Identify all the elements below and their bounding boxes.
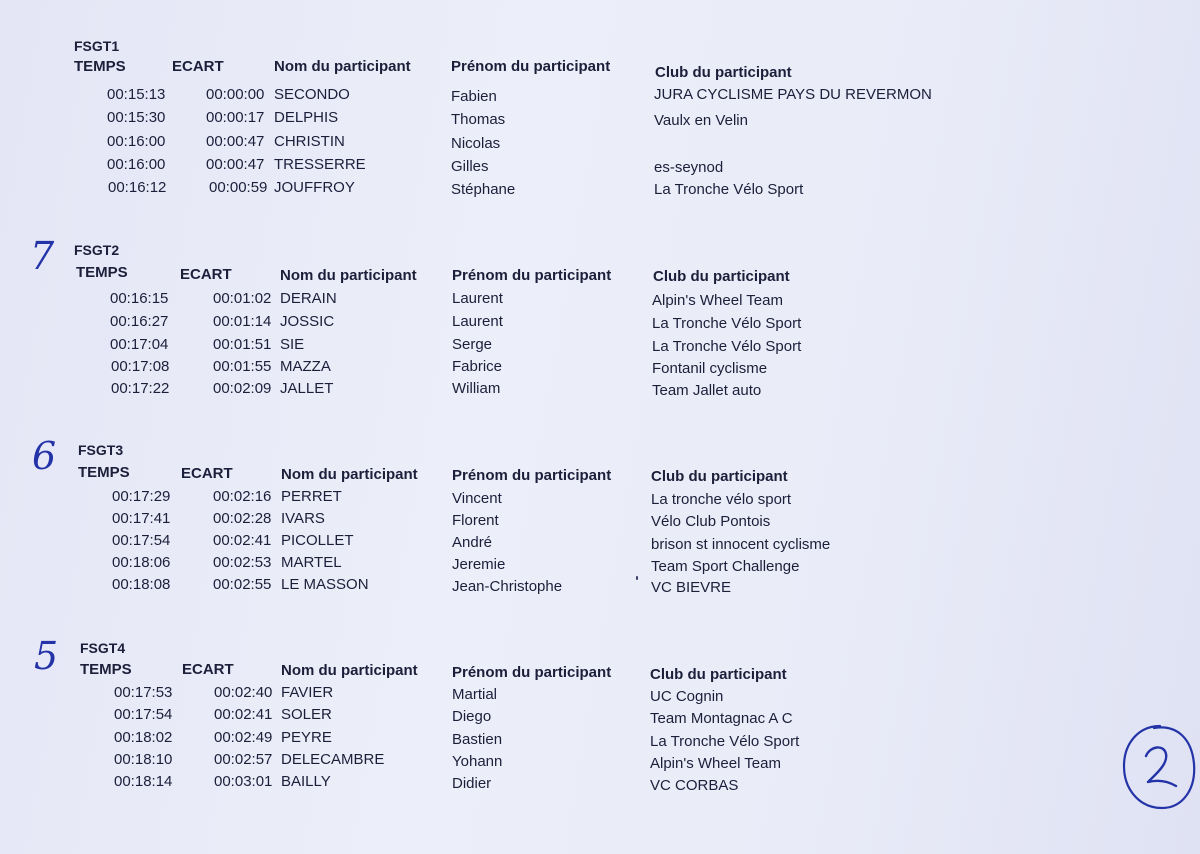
- prenom-cell: Laurent: [452, 313, 503, 330]
- prenom-cell: William: [452, 380, 501, 397]
- ecart-cell: 00:02:57: [214, 751, 273, 768]
- table-row: [0, 156, 1200, 178]
- club-cell: Team Jallet auto: [652, 382, 762, 399]
- header-nom: Nom du participant: [280, 267, 417, 284]
- temps-cell: 00:17:41: [112, 510, 171, 527]
- club-cell: Team Montagnac A C: [650, 710, 793, 727]
- temps-cell: 00:17:54: [112, 532, 171, 549]
- nom-cell: BAILLY: [281, 773, 331, 790]
- prenom-cell: Nicolas: [451, 135, 501, 152]
- club-cell: JURA CYCLISME PAYS DU REVERMON: [654, 86, 932, 103]
- temps-cell: 00:17:54: [114, 706, 173, 723]
- club-cell: UC Cognin: [650, 688, 724, 705]
- table-row: [0, 488, 1200, 510]
- prenom-cell: Vincent: [452, 490, 502, 507]
- nom-cell: DERAIN: [280, 290, 337, 307]
- ecart-cell: 00:02:40: [214, 684, 273, 701]
- temps-cell: 00:17:29: [112, 488, 171, 505]
- section-fsgt2: [0, 234, 1200, 440]
- section-fsgt3: [0, 434, 1200, 640]
- ecart-cell: 00:02:53: [213, 554, 272, 571]
- ecart-cell: 00:00:59: [209, 179, 268, 196]
- nom-cell: IVARS: [281, 510, 325, 527]
- club-cell: Alpin's Wheel Team: [650, 755, 781, 772]
- temps-cell: 00:17:22: [111, 380, 170, 397]
- ecart-cell: 00:02:49: [214, 729, 273, 746]
- prenom-cell: Laurent: [452, 290, 503, 307]
- table-row: [0, 290, 1200, 312]
- header-prenom: Prénom du participant: [451, 58, 611, 75]
- nom-cell: LE MASSON: [281, 576, 369, 593]
- prenom-cell: Florent: [452, 512, 499, 529]
- ecart-cell: 00:01:51: [213, 336, 272, 353]
- category-title: FSGT3: [78, 442, 124, 458]
- table-row: [0, 313, 1200, 335]
- prenom-cell: Yohann: [452, 753, 503, 770]
- prenom-cell: Didier: [452, 775, 492, 792]
- nom-cell: PEYRE: [281, 729, 332, 746]
- temps-cell: 00:16:00: [107, 156, 166, 173]
- club-cell: La Tronche Vélo Sport: [650, 733, 800, 750]
- section-fsgt4: [0, 634, 1200, 838]
- prenom-cell: Fabrice: [452, 358, 503, 375]
- nom-cell: FAVIER: [281, 684, 334, 701]
- table-row: [0, 706, 1200, 728]
- header-club: Club du participant: [653, 268, 790, 285]
- header-temps: TEMPS: [76, 264, 128, 281]
- nom-cell: SECONDO: [274, 86, 350, 103]
- nom-cell: DELPHIS: [274, 109, 339, 126]
- nom-cell: SOLER: [281, 706, 332, 723]
- prenom-cell: Diego: [452, 708, 492, 725]
- header-ecart: ECART: [181, 465, 233, 482]
- prenom-cell: Gilles: [451, 158, 489, 175]
- table-row: [0, 179, 1200, 201]
- category-title: FSGT4: [80, 640, 126, 656]
- handwritten-rank-mark: 5: [34, 634, 59, 678]
- table-row: [0, 532, 1200, 554]
- club-cell: VC BIEVRE: [651, 579, 732, 596]
- circled-page-number-mark: [1120, 720, 1198, 812]
- club-cell: brison st innocent cyclisme: [651, 536, 831, 553]
- club-cell: Team Sport Challenge: [651, 558, 800, 575]
- temps-cell: 00:15:30: [107, 109, 166, 126]
- temps-cell: 00:18:06: [112, 554, 171, 571]
- table-row: [0, 729, 1200, 751]
- header-ecart: ECART: [180, 266, 232, 283]
- temps-cell: 00:15:13: [107, 86, 166, 103]
- nom-cell: DELECAMBRE: [281, 751, 385, 768]
- ecart-cell: 00:02:28: [213, 510, 272, 527]
- ecart-cell: 00:02:55: [213, 576, 272, 593]
- nom-cell: CHRISTIN: [274, 133, 345, 150]
- header-club: Club du participant: [651, 468, 788, 485]
- temps-cell: 00:16:00: [107, 133, 166, 150]
- prenom-cell: Serge: [452, 336, 493, 353]
- prenom-cell: Martial: [452, 686, 498, 703]
- circle-icon: [1120, 720, 1198, 812]
- prenom-cell: Fabien: [451, 88, 497, 105]
- nom-cell: PICOLLET: [281, 532, 354, 549]
- ecart-cell: 00:01:55: [213, 358, 272, 375]
- club-cell: Vaulx en Velin: [654, 112, 748, 129]
- nom-cell: JOUFFROY: [274, 179, 355, 196]
- category-title: FSGT2: [74, 242, 120, 258]
- club-cell: Vélo Club Pontois: [651, 513, 771, 530]
- nom-cell: MAZZA: [280, 358, 331, 375]
- header-temps: TEMPS: [78, 464, 130, 481]
- nom-cell: TRESSERRE: [274, 156, 366, 173]
- header-club: Club du participant: [655, 64, 792, 81]
- nom-cell: MARTEL: [281, 554, 342, 571]
- nom-cell: JALLET: [280, 380, 334, 397]
- ecart-cell: 00:03:01: [214, 773, 273, 790]
- nom-cell: JOSSIC: [280, 313, 335, 330]
- table-row: [0, 773, 1200, 795]
- header-nom: Nom du participant: [281, 466, 418, 483]
- prenom-cell: Jeremie: [452, 556, 506, 573]
- club-cell: Alpin's Wheel Team: [652, 292, 783, 309]
- ecart-cell: 00:02:41: [214, 706, 273, 723]
- header-ecart: ECART: [182, 661, 234, 678]
- table-row: [0, 554, 1200, 576]
- club-cell: VC CORBAS: [650, 777, 739, 794]
- nom-cell: SIE: [280, 336, 305, 353]
- temps-cell: 00:18:02: [114, 729, 173, 746]
- temps-cell: 00:17:53: [114, 684, 173, 701]
- table-row: [0, 109, 1200, 131]
- ecart-cell: 00:01:14: [213, 313, 272, 330]
- table-row: [0, 86, 1200, 108]
- header-temps: TEMPS: [74, 58, 126, 75]
- club-cell: Fontanil cyclisme: [652, 360, 768, 377]
- temps-cell: 00:18:14: [114, 773, 173, 790]
- pen-dot: [636, 576, 638, 580]
- temps-cell: 00:17:04: [110, 336, 169, 353]
- temps-cell: 00:16:12: [108, 179, 167, 196]
- club-cell: La tronche vélo sport: [651, 491, 792, 508]
- header-prenom: Prénom du participant: [452, 467, 612, 484]
- prenom-cell: Bastien: [452, 731, 503, 748]
- table-row: [0, 510, 1200, 532]
- prenom-cell: Stéphane: [451, 181, 516, 198]
- club-cell: es-seynod: [654, 159, 724, 176]
- nom-cell: PERRET: [281, 488, 342, 505]
- handwritten-rank-mark: 7: [30, 234, 55, 278]
- header-nom: Nom du participant: [274, 58, 411, 75]
- table-row: [0, 133, 1200, 155]
- prenom-cell: André: [452, 534, 493, 551]
- ecart-cell: 00:02:09: [213, 380, 272, 397]
- ecart-cell: 00:00:47: [206, 133, 265, 150]
- header-prenom: Prénom du participant: [452, 664, 612, 681]
- table-row: [0, 380, 1200, 402]
- club-cell: La Tronche Vélo Sport: [654, 181, 804, 198]
- header-nom: Nom du participant: [281, 662, 418, 679]
- prenom-cell: Thomas: [451, 111, 506, 128]
- temps-cell: 00:16:15: [110, 290, 169, 307]
- ecart-cell: 00:00:47: [206, 156, 265, 173]
- table-row: [0, 684, 1200, 706]
- ecart-cell: 00:00:00: [206, 86, 265, 103]
- header-club: Club du participant: [650, 666, 787, 683]
- section-fsgt1: [0, 38, 1200, 238]
- header-prenom: Prénom du participant: [452, 267, 612, 284]
- header-temps: TEMPS: [80, 661, 132, 678]
- ecart-cell: 00:01:02: [213, 290, 272, 307]
- ecart-cell: 00:02:16: [213, 488, 272, 505]
- handwritten-rank-mark: 6: [32, 434, 57, 478]
- temps-cell: 00:16:27: [110, 313, 169, 330]
- table-row: [0, 336, 1200, 358]
- prenom-cell: Jean-Christophe: [452, 578, 563, 595]
- header-ecart: ECART: [172, 58, 224, 75]
- table-row: [0, 751, 1200, 773]
- club-cell: La Tronche Vélo Sport: [652, 338, 802, 355]
- ecart-cell: 00:02:41: [213, 532, 272, 549]
- temps-cell: 00:18:08: [112, 576, 171, 593]
- temps-cell: 00:18:10: [114, 751, 173, 768]
- table-row: [0, 358, 1200, 380]
- table-row: [0, 576, 1200, 598]
- club-cell: La Tronche Vélo Sport: [652, 315, 802, 332]
- temps-cell: 00:17:08: [111, 358, 170, 375]
- category-title: FSGT1: [74, 38, 120, 54]
- ecart-cell: 00:00:17: [206, 109, 265, 126]
